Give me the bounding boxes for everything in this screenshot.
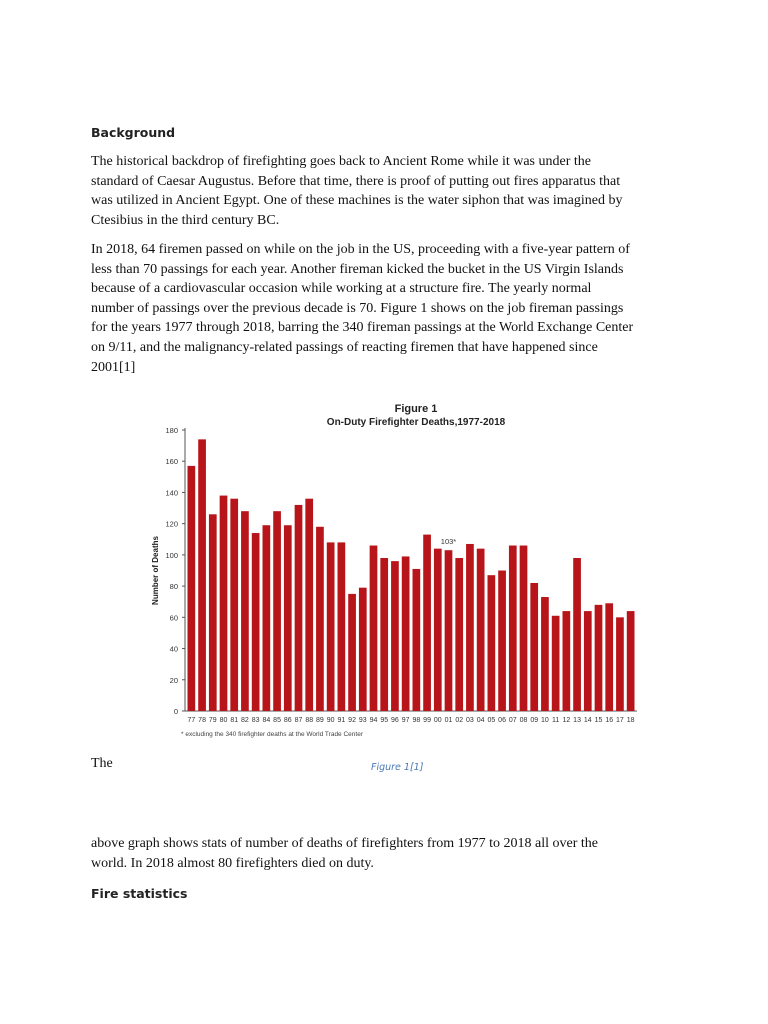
x-tick-label: 96 [391,717,399,724]
x-tick-label: 04 [476,717,485,724]
background-heading: Background [91,125,176,140]
bar-10 [541,597,549,711]
x-tick-label: 84 [262,717,271,724]
bar-84 [263,525,271,711]
x-tick-label: 82 [241,717,249,724]
x-tick-label: 02 [455,717,464,724]
y-tick-label: 120 [165,519,178,529]
x-tick-label: 14 [583,717,592,724]
text-line: for the years 1977 through 2018, barring the 340 fireman passings at the World Exchange Center [91,320,634,336]
bar-86 [284,525,292,711]
y-tick-label: 180 [165,426,178,435]
bar-17 [616,617,624,711]
chart-title: Figure 1 [394,403,438,415]
text-line: Ctesibius in the third century BC. [91,212,280,228]
text-line: world. In 2018 almost 80 firefighters died on duty. [91,855,374,871]
text-line: on 9/11, and the malignancy-related passings of reacting firemen that have happened since [91,339,598,355]
x-tick-label: 83 [251,717,260,724]
chart-subtitle: On-Duty Firefighter Deaths,1977-2018 [326,417,506,428]
bar-00 [434,549,442,711]
chart-footnote: * excluding the 340 firefighter deaths at the World Trade Center [181,731,363,738]
x-tick-label: 81 [230,717,239,724]
y-tick-label: 140 [165,488,178,498]
firefighter-deaths-chart [145,398,645,743]
x-tick-label: 17 [616,717,624,724]
x-tick-label: 87 [294,717,303,724]
bar-99 [423,535,431,711]
x-tick-label: 97 [401,717,410,724]
bar-93 [359,588,367,711]
y-tick-label: 100 [165,550,178,560]
y-tick-label: 40 [169,644,178,654]
figure-caption: Figure 1[1] [371,762,424,773]
bar-81 [230,499,238,711]
x-tick-label: 09 [530,717,539,724]
bar-77 [188,466,196,711]
data-annotation: 103* [440,537,457,547]
bar-13 [573,558,581,711]
x-tick-label: 12 [562,717,571,724]
fire-statistics-heading: Fire statistics [91,886,188,901]
y-tick-label: 20 [169,675,178,685]
x-tick-label: 86 [283,717,292,724]
x-tick-label: 00 [433,717,442,724]
bar-90 [327,542,335,711]
bar-97 [402,556,410,711]
x-tick-label: 85 [273,717,281,724]
bar-88 [305,499,313,711]
bar-89 [316,527,324,711]
x-tick-label: 93 [358,717,367,724]
x-tick-label: 79 [208,717,217,724]
x-tick-label: 15 [594,717,603,724]
x-tick-label: 16 [605,717,614,724]
bar-07 [509,546,517,711]
x-tick-label: 10 [541,717,549,724]
bar-06 [498,571,506,712]
bar-03 [466,544,474,711]
bar-18 [627,611,635,711]
text-line: standard of Caesar Augustus. Before that time, there is proof of putting out fires apparatus that [91,173,621,189]
bar-15 [595,605,603,711]
bar-91 [338,542,346,711]
text-line: In 2018, 64 firemen passed on while on the job in the US, proceeding with a five-year pattern of [91,242,630,257]
x-tick-label: 08 [519,717,528,724]
x-tick-label: 13 [573,717,581,724]
x-tick-label: 89 [316,717,324,724]
bar-78 [198,439,206,711]
x-tick-label: 99 [423,717,431,724]
x-tick-label: 90 [326,717,335,724]
bar-11 [552,616,560,711]
bar-96 [391,561,399,711]
bar-80 [220,496,228,711]
y-tick-label: 0 [173,707,178,716]
x-tick-label: 88 [305,717,314,724]
x-tick-label: 01 [444,717,453,724]
bar-94 [370,546,378,711]
x-tick-label: 80 [219,717,228,724]
bar-16 [605,603,613,711]
x-tick-label: 78 [198,717,206,724]
x-tick-label: 95 [380,717,389,724]
bar-01 [445,550,453,711]
bar-98 [413,569,421,711]
bar-82 [241,511,249,711]
x-tick-label: 18 [626,717,635,724]
text-line: less than 70 passings for each year. Another fireman kicked the bucket in the US Virgin Islands [91,261,624,277]
the-word: The [91,756,113,771]
bar-08 [520,546,528,711]
bar-09 [530,583,538,711]
text-line: 2001[1] [91,359,136,375]
x-tick-label: 92 [348,717,356,724]
bar-04 [477,549,485,711]
x-tick-label: 98 [412,717,421,724]
x-tick-label: 94 [369,717,378,724]
y-tick-label: 80 [169,582,178,592]
y-tick-label: 160 [165,457,178,467]
text-line: number of passings over the previous decade is 70. Figure 1 shows on the job fireman passings [91,300,624,316]
bar-79 [209,514,217,711]
text-line: above graph shows stats of number of deaths of firefighters from 1977 to 2018 all over the [91,836,598,851]
text-line: because of a cardiovascular occasion while working at a structure fire. The yearly normal [91,281,592,297]
bar-92 [348,594,356,711]
bar-87 [295,505,303,711]
paragraph-graph-summary [91,834,681,873]
text-line: The historical backdrop of firefighting goes back to Ancient Rome while it was under the [91,154,591,169]
bar-83 [252,533,260,711]
bar-12 [563,611,571,711]
bar-02 [455,558,463,711]
x-tick-label: 05 [487,717,496,724]
text-line: was utilized in Ancient Egypt. One of these machines is the water siphon that was imagined by [91,193,623,209]
paragraph-history [91,152,681,230]
x-tick-label: 91 [337,717,346,724]
bar-05 [488,575,496,711]
x-tick-label: 06 [498,717,506,724]
bar-95 [380,558,388,711]
bar-14 [584,611,592,711]
bar-85 [273,511,281,711]
y-axis-label: Number of Deaths [151,536,160,605]
y-tick-label: 60 [169,613,178,623]
x-tick-label: 77 [187,717,196,724]
x-tick-label: 03 [466,717,474,724]
x-tick-label: 11 [552,717,560,724]
x-tick-label: 07 [508,717,517,724]
paragraph-2018-deaths [91,240,681,377]
